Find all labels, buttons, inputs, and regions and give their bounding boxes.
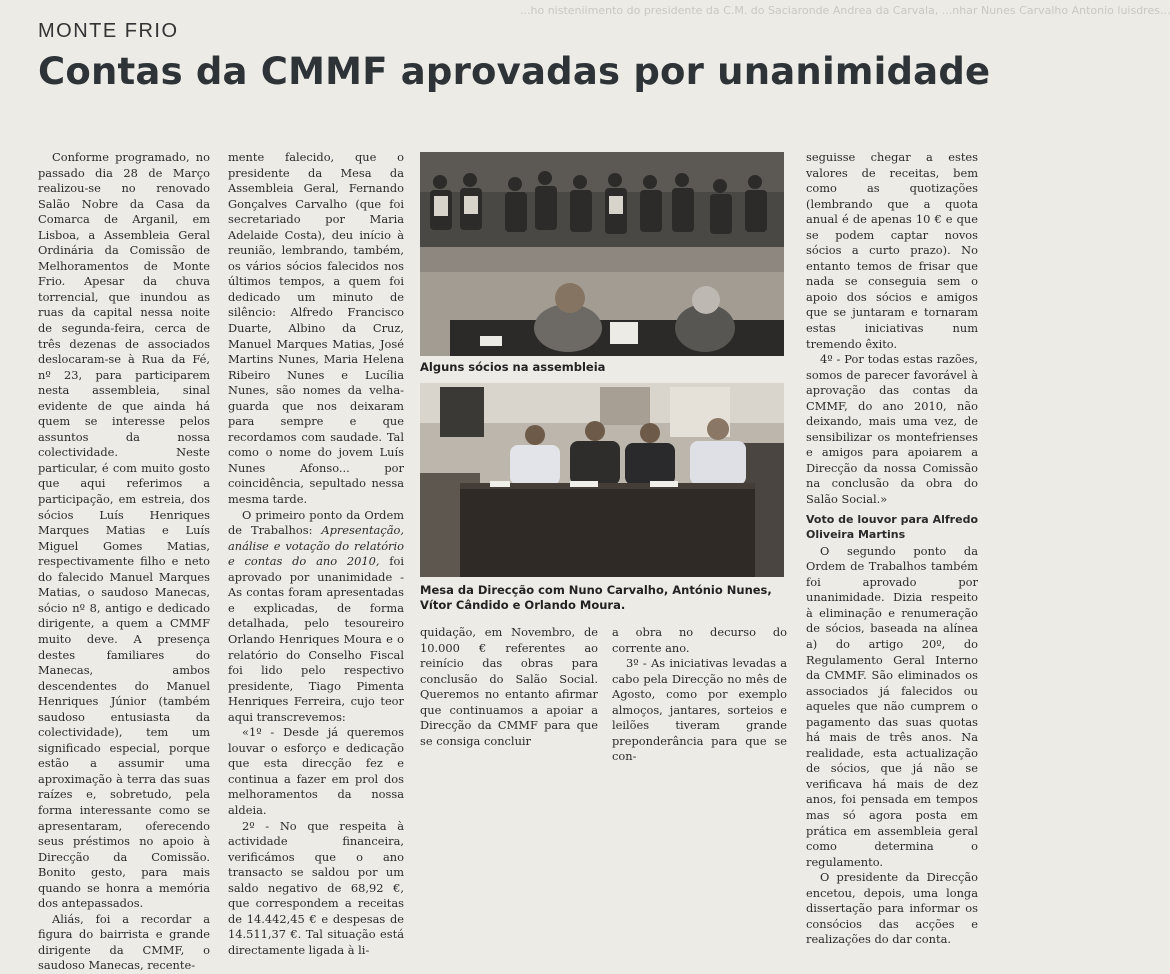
paragraph: O presidente da Direcção encetou, depois, uma longa dissertação para informar os consócios das acções e realizações do dar conta. (806, 870, 978, 947)
photo-board-table (420, 383, 784, 577)
headline: Contas da CMMF aprovadas por unanimidade (38, 50, 991, 93)
paragraph: a obra no decurso do corrente ano. (612, 625, 787, 655)
article-column-1 (38, 150, 210, 973)
paragraph: mente falecido, que o presidente da Mesa da Assembleia Geral, Fernando Gonçalves Carvalho (que foi secretariado por Maria Adelaide Costa), deu início à reunião, lembrando, também, os vários sócios falecidos nos últimos tempos, a quem foi dedicado um minuto de silêncio: Alfredo Francisco Duarte, Albino da Cruz, Manuel Marques Matias, José Martins Nunes, Maria Helena Ribeiro Nunes e Lucília Nunes, são nomes da velha-guarda que nos deixaram para sempre e que recordamos com saudade. Tal como o nome do jovem Luís Nunes Afonso... por coincidência, sepultado nessa mesma tarde. (228, 150, 404, 507)
article-column-3 (420, 625, 598, 748)
photo-caption-1: Alguns sócios na assembleia (420, 360, 606, 374)
paragraph: Conforme programado, no passado dia 28 de Março realizou-se no renovado Salão Nobre da Casa da Comarca de Arganil, em Lisboa, a Assembleia Geral Ordinária da Comissão de Melhoramentos de Monte Frio. Apesar da chuva torrencial, que inundou as ruas da capital nessa noite de segunda-feira, cerca de três dezenas de associados deslocaram-se à Rua da Fé, nº 23, para participarem nesta assembleia, sinal evidente de que ainda há quem se interesse pelos assuntos da nossa colectividade. Neste particular, é com muito gosto que aqui referimos a participação, em estreia, dos sócios Luís Henriques Marques Matias e Luís Miguel Gomes Matias, respectivamente filho e neto do falecido Manuel Marques Matias, o saudoso Manecas, sócio nº 8, antigo e dedicado dirigente, a quem a CMMF muito deve. A presença destes familiares do Manecas, ambos descendentes do Manuel Henriques Júnior (também saudoso entusiasta da colectividade), tem um significado especial, porque estão a assumir uma aproximação à terra das suas raízes e, sobretudo, pela forma interessante como se apresentaram, oferecendo seus préstimos no apoio à Direcção da Comissão. Bonito gesto, para mais quando se honra a memória dos antepassados. (38, 150, 210, 911)
article-column-5 (806, 150, 978, 947)
agenda-item-italic: Apresentação, análise e votação do relatório e contas do ano 2010, (228, 523, 404, 569)
text-run: foi aprovado por unanimidade - As contas foram apresentadas e explicadas, de forma detalhada, pelo tesoureiro Orlando Henriques Moura e o relatório do Conselho Fiscal foi lido pelo respectivo presidente, Tiago Pimenta Henriques Ferreira, cujo teor aqui transcrevemos: (228, 554, 404, 724)
text-run: O primeiro ponto da Ordem de Trabalhos: (228, 507, 404, 538)
article-column-4 (612, 625, 787, 764)
paragraph (228, 508, 404, 726)
paragraph: 4º - Por todas estas razões, somos de parecer favorável à aprovação das contas da CMMF, do ano 2010, não deixando, mais uma vez, de sensibilizar os montefrienses e amigos para apoiarem a Direcção da nossa Comissão na conclusão da obra do Salão Social.» (806, 352, 978, 507)
paragraph: Aliás, foi a recordar a figura do bairrista e grande dirigente da CMMF, o saudoso Manecas, recente- (38, 911, 210, 973)
paragraph: 3º - As iniciativas levadas a cabo pela Direcção no mês de Agosto, como por exemplo almoços, jantares, sorteios e leilões tiveram grande preponderância para que se con- (612, 656, 787, 764)
paragraph: 2º - No que respeita à actividade financeira, verificámos que o ano transacto se saldou por um saldo negativo de 68,92 €, que correspondem a receitas de 14.442,45 € e despesas de 14.511,37 €. Tal situação está directamente ligada à li- (228, 818, 404, 957)
paragraph: O segundo ponto da Ordem de Trabalhos também foi aprovado por unanimidade. Dizia respeito à eliminação e renumeração de sócios, baseada na alínea a) do artigo 20º, do Regulamento Geral Interno da CMMF. São eliminados os associados já falecidos ou aqueles que não cumprem o pagamento das suas quotas há mais de três anos. Na realidade, esta actualização de sócios, que já não se verificava há mais de dez anos, foi pensada em tempos mas só agora posta em prática em assembleia geral como determina o regulamento. (806, 543, 978, 869)
photo-caption-2: Mesa da Direcção com Nuno Carvalho, António Nunes, Vítor Cândido e Orlando Moura. (420, 583, 772, 612)
photo-illustration (420, 152, 784, 356)
faded-header-text: ...ho nisteniimento do presidente da C.M. do Saciaronde Andrea da Carvala, ...nhar Nunes Carvalho Antonio luisdres... (520, 4, 1170, 17)
paragraph: seguisse chegar a estes valores de receitas, bem como as quotizações (lembrando que a quota anual é de apenas 10 € e que se podem captar novos sócios a curto prazo). No entanto temos de frisar que nada se conseguia sem o apoio dos sócios e amigos que se juntaram e tornaram estas iniciativas num tremendo êxito. (806, 150, 978, 351)
photo-assembly-members (420, 152, 784, 356)
paragraph: «1º - Desde já queremos louvar o esforço e dedicação que esta direcção fez e continua a fazer em prol dos melhoramentos da nossa aldeia. (228, 725, 404, 817)
article-column-2 (228, 150, 404, 957)
section-label: MONTE FRIO (38, 20, 179, 42)
paragraph: quidação, em Novembro, de 10.000 € referentes ao reinício das obras para conclusão do Salão Social. Queremos no entanto afirmar que continuamos a apoiar a Direcção da CMMF para que se consiga concluir (420, 625, 598, 748)
photo-illustration (420, 383, 784, 577)
subheading: Voto de louvor para Alfredo Oliveira Martins (806, 512, 978, 542)
